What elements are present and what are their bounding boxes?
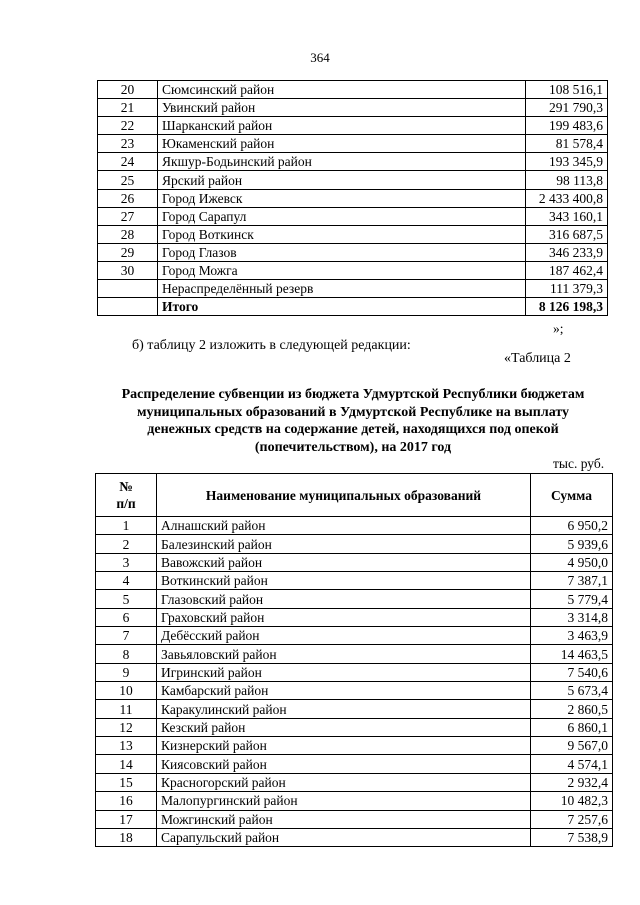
row-name: Юкаменский район (158, 135, 526, 153)
table1-body (98, 81, 608, 316)
header-number-symbol: № (119, 479, 133, 494)
table-row (96, 590, 613, 608)
row-sum: 193 345,9 (526, 153, 608, 171)
row-sum: 98 113,8 (526, 171, 608, 189)
table-row (96, 645, 613, 663)
title-line: денежных средств на содержание детей, находящихся под опекой (147, 422, 559, 437)
table-row (98, 153, 608, 171)
row-sum: 2 433 400,8 (526, 189, 608, 207)
header-row (96, 474, 613, 517)
total-number-cell (98, 298, 158, 316)
table-row (96, 737, 613, 755)
table-row (98, 261, 608, 279)
table-row (96, 755, 613, 773)
row-name: Сюмсинский район (158, 81, 526, 99)
total-row (98, 298, 608, 316)
table-row (96, 627, 613, 645)
table-row (98, 171, 608, 189)
row-number: 10 (96, 682, 157, 700)
row-number: 11 (96, 700, 157, 718)
unit-label: тыс. руб. (553, 456, 605, 471)
table-row (96, 608, 613, 626)
row-number: 28 (98, 225, 158, 243)
row-sum: 5 779,4 (531, 590, 613, 608)
row-name: Граховский район (157, 608, 531, 626)
row-name: Каракулинский район (157, 700, 531, 718)
row-sum: 81 578,4 (526, 135, 608, 153)
closing-quote-mark: »; (553, 321, 564, 336)
row-name: Город Можга (158, 261, 526, 279)
table-title (88, 386, 618, 456)
table-row (96, 535, 613, 553)
title-line: Распределение субвенции из бюджета Удмуртской Республики бюджетам (121, 387, 585, 402)
row-name: Вавожский район (157, 553, 531, 571)
row-number: 15 (96, 773, 157, 791)
row-sum: 4 950,0 (531, 553, 613, 571)
header-number-abbr: п/п (116, 496, 136, 511)
row-number: 20 (98, 81, 158, 99)
row-sum: 9 567,0 (531, 737, 613, 755)
table-row (98, 117, 608, 135)
row-sum: 2 932,4 (531, 773, 613, 791)
table-row (98, 243, 608, 261)
row-name: Киясовский район (157, 755, 531, 773)
table-row (96, 572, 613, 590)
row-number: 3 (96, 553, 157, 571)
row-name: Алнашский район (157, 517, 531, 535)
row-number: 29 (98, 243, 158, 261)
row-name: Дебёсский район (157, 627, 531, 645)
row-number: 27 (98, 207, 158, 225)
row-number: 24 (98, 153, 158, 171)
column-header-number (96, 474, 157, 517)
row-name: Глазовский район (157, 590, 531, 608)
row-sum: 2 860,5 (531, 700, 613, 718)
row-sum: 10 482,3 (531, 792, 613, 810)
column-header-name: Наименование муниципальных образований (157, 474, 531, 517)
table-row (96, 700, 613, 718)
row-number: 7 (96, 627, 157, 645)
row-number: 16 (96, 792, 157, 810)
row-name: Город Глазов (158, 243, 526, 261)
amendment-instruction: б) таблицу 2 изложить в следующей редакции: (132, 338, 411, 353)
table-row (96, 773, 613, 791)
row-sum: 7 257,6 (531, 810, 613, 828)
row-name: Шарканский район (158, 117, 526, 135)
row-number: 1 (96, 517, 157, 535)
row-sum: 5 939,6 (531, 535, 613, 553)
row-name: Завьяловский район (157, 645, 531, 663)
column-header-sum: Сумма (531, 474, 613, 517)
row-sum: 346 233,9 (526, 243, 608, 261)
row-sum: 3 314,8 (531, 608, 613, 626)
row-number: 5 (96, 590, 157, 608)
row-name: Город Воткинск (158, 225, 526, 243)
title-line: (попечительством), на 2017 год (254, 439, 452, 455)
row-name: Город Ижевск (158, 189, 526, 207)
table-reference: «Таблица 2 (504, 351, 571, 366)
row-sum: 291 790,3 (526, 99, 608, 117)
table-row (98, 81, 608, 99)
row-number: 6 (96, 608, 157, 626)
row-sum: 5 673,4 (531, 682, 613, 700)
row-name: Кизнерский район (157, 737, 531, 755)
row-name: Нераспределённый резерв (158, 280, 526, 298)
row-number: 2 (96, 535, 157, 553)
row-number: 30 (98, 261, 158, 279)
table-row (96, 828, 613, 846)
row-number: 14 (96, 755, 157, 773)
row-number: 22 (98, 117, 158, 135)
row-name: Балезинский район (157, 535, 531, 553)
table-row (98, 135, 608, 153)
table-row (98, 280, 608, 298)
row-sum: 343 160,1 (526, 207, 608, 225)
row-number: 12 (96, 718, 157, 736)
row-number: 9 (96, 663, 157, 681)
row-number: 4 (96, 572, 157, 590)
row-number: 13 (96, 737, 157, 755)
row-sum: 6 950,2 (531, 517, 613, 535)
row-number (98, 280, 158, 298)
total-sum: 8 126 198,3 (526, 298, 608, 316)
table-row (96, 663, 613, 681)
subvention-table (95, 473, 613, 847)
row-name: Малопургинский район (157, 792, 531, 810)
table2-body (96, 517, 613, 847)
total-label: Итого (158, 298, 526, 316)
row-sum: 3 463,9 (531, 627, 613, 645)
row-name: Игринский район (157, 663, 531, 681)
table-row (98, 189, 608, 207)
row-number: 26 (98, 189, 158, 207)
row-sum: 108 516,1 (526, 81, 608, 99)
row-sum: 14 463,5 (531, 645, 613, 663)
row-name: Камбарский район (157, 682, 531, 700)
table-row (96, 553, 613, 571)
table-row (98, 99, 608, 117)
table-row (96, 810, 613, 828)
row-sum: 199 483,6 (526, 117, 608, 135)
row-name: Якшур-Бодьинский район (158, 153, 526, 171)
row-number: 8 (96, 645, 157, 663)
row-name: Кезский район (157, 718, 531, 736)
row-sum: 7 387,1 (531, 572, 613, 590)
table-row (98, 207, 608, 225)
row-name: Воткинский район (157, 572, 531, 590)
table-row (96, 517, 613, 535)
row-name: Можгинский район (157, 810, 531, 828)
row-number: 18 (96, 828, 157, 846)
table-row (96, 792, 613, 810)
row-name: Сарапульский район (157, 828, 531, 846)
table-row (96, 682, 613, 700)
row-name: Ярский район (158, 171, 526, 189)
title-line: муниципальных образований в Удмуртской Республике на выплату (136, 404, 570, 420)
row-name: Город Сарапул (158, 207, 526, 225)
row-sum: 316 687,5 (526, 225, 608, 243)
page-number: 364 (310, 50, 330, 65)
row-sum: 7 538,9 (531, 828, 613, 846)
row-sum: 4 574,1 (531, 755, 613, 773)
row-number: 25 (98, 171, 158, 189)
row-name: Красногорский район (157, 773, 531, 791)
row-number: 23 (98, 135, 158, 153)
table-row (96, 718, 613, 736)
row-number: 21 (98, 99, 158, 117)
row-sum: 111 379,3 (526, 280, 608, 298)
table-continuation (97, 80, 608, 316)
row-name: Увинский район (158, 99, 526, 117)
row-sum: 6 860,1 (531, 718, 613, 736)
row-sum: 187 462,4 (526, 261, 608, 279)
row-number: 17 (96, 810, 157, 828)
table-row (98, 225, 608, 243)
row-sum: 7 540,6 (531, 663, 613, 681)
